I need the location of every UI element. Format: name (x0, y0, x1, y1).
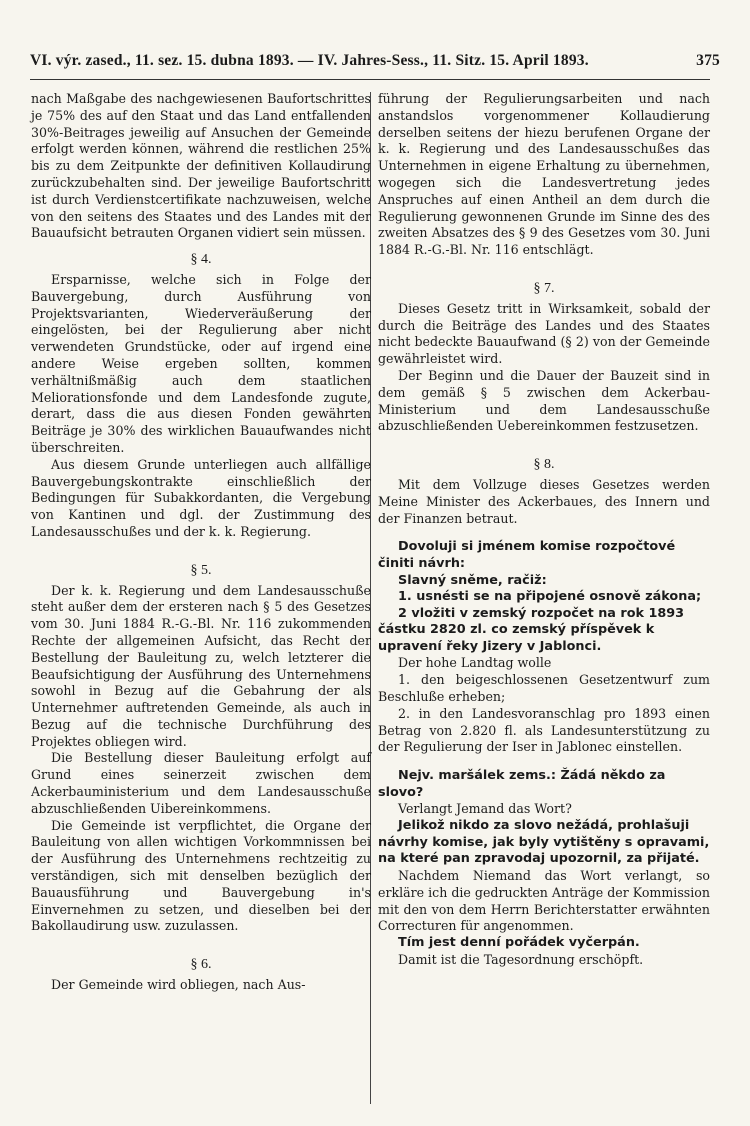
running-head: VI. výr. zased., 11. sez. 15. dubna 1893. — IV. Jahres-Sess., 11. Sitz. 15. April 1893. (30, 52, 589, 69)
motion-item-1-de: 1. den beigeschlossenen Gesetzentwurf zum Beschluße erheben; (378, 672, 710, 705)
marshal-question-de: Verlangt Jemand das Wort? (398, 801, 572, 817)
paragraph: führung der Regulierungsarbeiten und nach anstandslos vorgenommener Kollaudierung derselben seitens der hiezu berufenen Organe der k. k. Regierung und des Landesausschußes das Unternehmen in eigene Erhaltung zu übernehmen, wogegen sich die Landesvertretung jedes Anspruches auf einen Antheil an dem durch die Regulierung gewonnenen Grunde im Sinne des des zweiten Absatzes des § 9 des Gesetzes vom 30. Juni 1884 R.-G.-Bl. Nr. 116 entschlägt. (378, 91, 710, 258)
paragraph: Dieses Gesetz tritt in Wirksamkeit, sobald der durch die Beiträge des Landes und des Staates nicht bedeckte Bauaufwand (§ 2) von der Gemeinde gewährleistet wird. (378, 300, 710, 367)
address-cz: Slavný sněme, račiž: (398, 572, 547, 588)
paragraph: nach Maßgabe des nachgewiesenen Baufortschrittes je 75% des auf den Staat und das Land entfallenden 30%-Beitrages jeweilig auf Ansuchen der Gemeinde erfolgt werden können, während die restlichen 25% bis zu dem Zeitpunkte der definitiven Kollaudirung zurückzubehalten sind. Der jeweilige Baufortschritt ist durch Verdienstcertifikate nachzuweisen, welche von den seitens des Staates und des Landes mit der Bauaufsicht betrauten Organen vidiert sein müssen. (31, 91, 371, 241)
page-number: 375 (696, 52, 720, 69)
header-rule (30, 79, 710, 80)
paragraph: Der Beginn und die Dauer der Bauzeit sind in dem gemäß § 5 zwischen dem Ackerbau-Ministerium und dem Landesausschuße abzuschließenden Uebereinkommen festzusetzen. (378, 367, 710, 434)
section-heading-8: § 8. (533, 457, 555, 473)
motion-intro-cz: Dovoluji si jménem komise rozpočtové činiti návrh: (378, 539, 676, 571)
motion-item-2-cz: 2 vložiti v zemský rozpočet na rok 1893 částku 2820 zl. co zemský příspěvek k upravení řeky Jizery v Jablonci. (378, 605, 685, 654)
motion-item-1-cz: 1. usnésti se na připojené osnově zákona; (398, 589, 702, 605)
paragraph: Ersparnisse, welche sich in Folge der Bauvergebung, durch Ausführung von Projektsvarianten, Wiederveräußerung der eingelösten, bei der Regulierung aber nicht verwendeten Grundstücke, oder auf irgend eine andere Weise ergeben sollten, kommen verhältnißmäßig auch dem staatlichen Meliorationsfonde und dem Landesfonde zugute, derart, dass die aus diesen Fonden gewährten Beiträge je 30% des wirklichen Bauaufwandes nicht überschreiten. (31, 271, 371, 455)
paragraph: Aus diesem Grunde unterliegen auch allfällige Bauvergebungskontrakte einschließlich der Bedingungen für Subakkordanten, die Vergebung von Kantinen und dgl. der Zustimmung des Landesausschußes und der k. k. Regierung. (31, 456, 371, 539)
closing-cz: Tím jest denní pořádek vyčerpán. (398, 935, 640, 951)
closing-de: Damit ist die Tagesordnung erschöpft. (398, 951, 644, 967)
announcement-de: Nachdem Niemand das Wort verlangt, so erkläre ich die gedruckten Anträge der Kommission mit den von dem Herrn Berichterstatter erwähnten Correcturen für angenommen. (378, 868, 710, 934)
announcement-cz: Jelikož nikdo za slovo nežádá, prohlašuji návrhy komise, jak byly vytištěny s opravami, na které pan zpravodaj upozornil, za přijaté. (378, 818, 710, 867)
page-header (30, 52, 720, 70)
section-heading-5: § 5. (190, 562, 212, 578)
left-column (31, 91, 371, 994)
paragraph: Mit dem Vollzuge dieses Gesetzes werden Meine Minister des Ackerbaues, des Innern und der Finanzen betraut. (378, 476, 710, 526)
address-de: Der hohe Landtag wolle (398, 655, 552, 671)
motion-item-2-de: 2. in den Landesvoranschlag pro 1893 einen Betrag von 2.820 fl. als Landesunterstützung zu der Regulierung der Iser in Jablonec einstellen. (378, 705, 710, 755)
section-heading-6: § 6. (190, 957, 212, 973)
paragraph: Der k. k. Regierung und dem Landesausschuße steht außer dem der ersteren nach § 5 des Gesetzes vom 30. Juni 1884 R.-G.-Bl. Nr. 116 zukommenden Rechte der allgemeinen Aufsicht, das Recht der Bestellung der Bauleitung zu, welch letzterer die Beaufsichtigung der Ausführung des Unternehmens sowohl in Bezug auf die Gebahrung der als Unternehmer auftretenden Gemeinde, als auch in Bezug auf die technische Durchführung des Projektes obliegen wird. (31, 582, 371, 749)
marshal-question-cz: Nejv. maršálek zems.: Žádá někdo za slovo? (378, 768, 666, 800)
right-column (378, 91, 710, 969)
paragraph: Der Gemeinde wird obliegen, nach Aus- (51, 977, 306, 993)
paragraph: Die Bestellung dieser Bauleitung erfolgt auf Grund eines seinerzeit zwischen dem Ackerbauministerium und dem Landesausschuße abzuschließenden Uibereinkommens. (31, 750, 371, 816)
section-heading-4: § 4. (190, 252, 212, 268)
paragraph: Die Gemeinde ist verpflichtet, die Organe der Bauleitung von allen wichtigen Vorkommnissen bei der Ausführung des Unternehmens rechtzeitig zu verständigen, sich mit denselben bezüglich der Bauausführung und Bauvergebung in's Einvernehmen zu setzen, und dieselben bei der Bakollaudirung usw. zuzulassen. (31, 817, 371, 934)
section-heading-7: § 7. (533, 280, 555, 296)
